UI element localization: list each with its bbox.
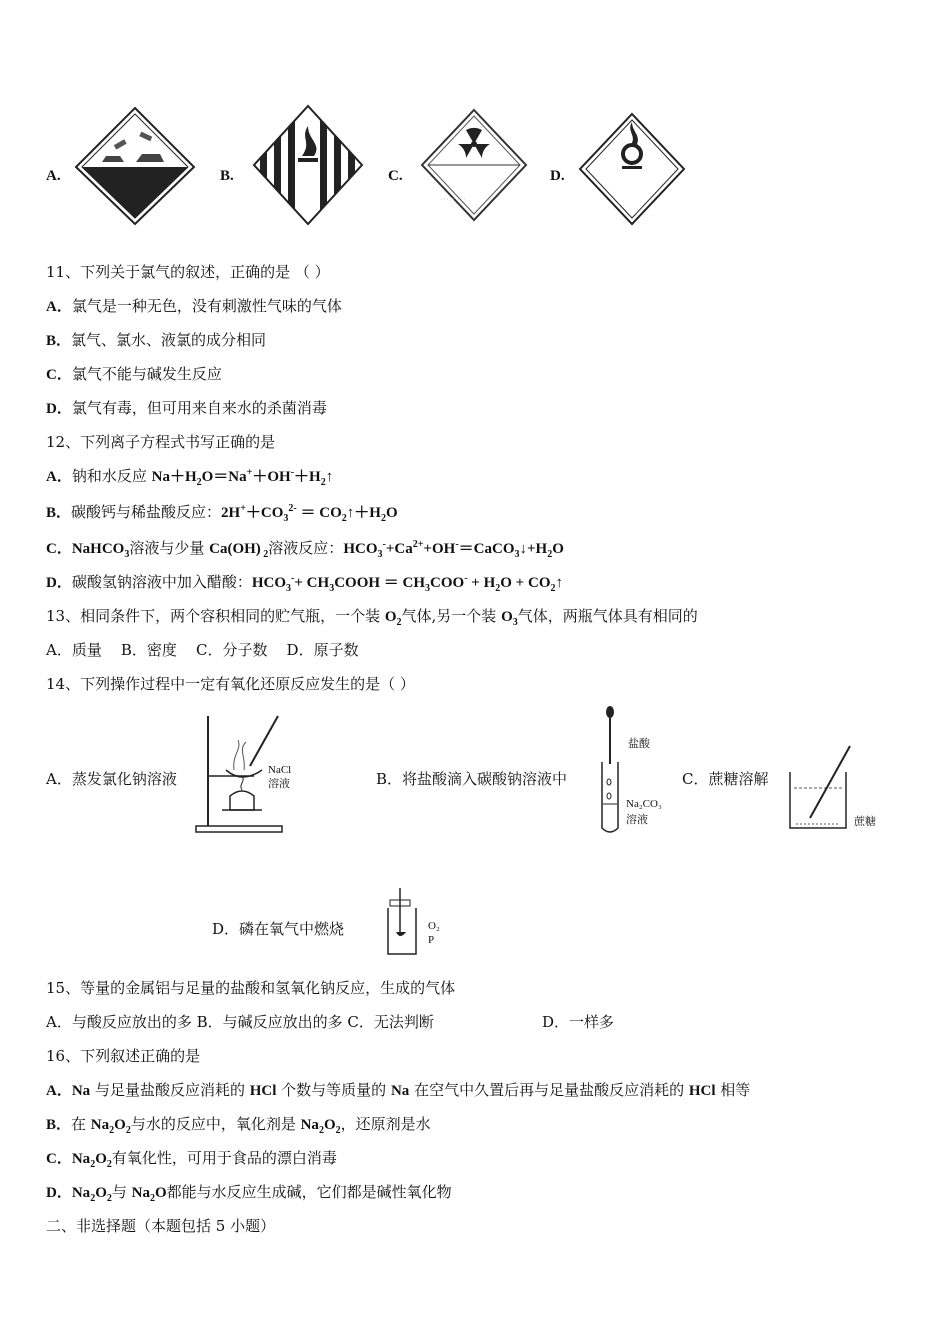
q16-option-b xyxy=(46,1114,431,1135)
q10-option-a-label: A. xyxy=(46,168,61,184)
q12-stem: 12、下列离子方程式书写正确的是 xyxy=(46,433,276,451)
q12-b-equation: $2H^++CO_3^{2-}$ ＝ $CO_2↑+H_2O$ xyxy=(221,503,398,524)
q12-c-equation: $HCO_3^-+Ca^{2+}+OH^-=CaCO_3↓+H_2O$ xyxy=(343,539,564,560)
q14-c-sugar-label: 蔗糖 xyxy=(854,816,876,828)
q11-c-label: C． xyxy=(46,367,72,383)
q11-stem: 11、下列关于氯气的叙述，正确的是 （ ） xyxy=(46,263,330,281)
q14-a-nacl-label: NaCl xyxy=(268,764,292,776)
q11-a-label: A． xyxy=(46,299,72,315)
q13-o2: $O_2$ xyxy=(384,609,402,628)
q14-stem: 14、下列操作过程中一定有氧化还原反应发生的是（ ） xyxy=(46,675,415,693)
q12-b-text: 碳酸钙与稀盐酸反应： xyxy=(71,503,222,521)
q14-d-p-label: P xyxy=(428,934,435,946)
q15-option-d: D．一样多 xyxy=(542,1013,615,1031)
q14-d-o2-label: O₂ xyxy=(428,920,440,932)
q16-c-na2o2: $Na_2O_2$ xyxy=(71,1151,112,1170)
q12-a-label: A． xyxy=(46,469,72,485)
q13-stem-mid: 气体,另一个装 xyxy=(401,607,502,625)
q11-b-text: 氯气、氯水、液氯的成分相同 xyxy=(71,331,267,349)
q12-c-text1: 溶液与少量 xyxy=(129,539,210,557)
q12-c-text2: 溶液反应： xyxy=(268,539,344,557)
gas-jar-phosphorus-icon xyxy=(382,886,426,958)
q16-option-c xyxy=(46,1148,337,1169)
q15-options: A．与酸反应放出的多 B．与碱反应放出的多 C．无法判断 xyxy=(46,1013,434,1031)
q12-option-b xyxy=(46,502,398,523)
q16-d-na2o2: $Na_2O_2$ xyxy=(71,1185,112,1204)
q16-d-na2o: $Na_2O$ xyxy=(131,1185,167,1204)
q14-b-hcl-label: 盐酸 xyxy=(628,738,650,750)
q12-d-text: 碳酸氢钠溶液中加入醋酸： xyxy=(71,573,252,591)
q14-option-b: B．将盐酸滴入碳酸钠溶液中 xyxy=(376,770,568,788)
q13-stem-post: 气体，两瓶气体具有相同的 xyxy=(517,607,698,625)
q13-stem-pre: 13、相同条件下，两个容积相同的贮气瓶，一个装 xyxy=(46,607,385,625)
q16-a-text4: 相等 xyxy=(715,1081,751,1099)
q16-c-label: C． xyxy=(46,1151,72,1167)
q16-b-text3: ，还原剂是水 xyxy=(340,1115,431,1133)
q14-option-d: D．磷在氧气中燃烧 xyxy=(212,920,345,938)
q16-stem: 16、下列叙述正确的是 xyxy=(46,1047,201,1065)
section2-heading: 二、非选择题（本题包括 5 小题） xyxy=(46,1217,276,1235)
q11-a-text: 氯气是一种无色，没有刺激性气味的气体 xyxy=(71,297,342,315)
q14-b-solution-label: 溶液 xyxy=(626,814,648,826)
q16-b-na2o2: $Na_2O_2$ xyxy=(90,1117,131,1136)
q11-d-text: 氯气有毒，但可用来自来水的杀菌消毒 xyxy=(71,399,327,417)
q12-option-d xyxy=(46,572,563,593)
q12-c-formula2: Ca(OH) $_2$ xyxy=(209,541,269,560)
q11-option-a xyxy=(46,296,342,317)
q16-a-hcl2: HCl xyxy=(688,1083,716,1099)
q12-option-a xyxy=(46,466,333,487)
oxidizer-sign-icon xyxy=(576,110,688,228)
q12-c-formula1: NaHCO$_3$ xyxy=(71,541,130,560)
q16-a-na2: Na xyxy=(390,1083,410,1099)
q16-a-text2: 个数与等质量的 xyxy=(276,1081,391,1099)
q16-a-hcl: HCl xyxy=(249,1083,277,1099)
q16-a-text1: 与足量盐酸反应消耗的 xyxy=(90,1081,250,1099)
q12-a-equation: $Na+H_2O=Na^++OH^-+H_2↑$ xyxy=(151,467,334,488)
q13-options: A．质量 B．密度 C．分子数 D．原子数 xyxy=(46,641,359,659)
svg-text:··· · · ·: ··· · · · xyxy=(440,195,466,205)
q16-a-na: Na xyxy=(71,1083,91,1099)
beaker-stirring-icon xyxy=(782,742,854,836)
q11-option-c xyxy=(46,364,222,385)
q16-d-label: D． xyxy=(46,1185,72,1201)
radioactive-sign-icon xyxy=(418,106,530,224)
q13-stem xyxy=(46,606,698,627)
q11-b-label: B． xyxy=(46,333,72,349)
q11-option-d xyxy=(46,398,327,419)
q10-option-c-label: C. xyxy=(388,168,403,184)
q14-a-solution-label: 溶液 xyxy=(268,778,290,790)
q16-a-text3: 在空气中久置后再与足量盐酸反应消耗的 xyxy=(409,1081,689,1099)
q16-b-text1: 在 xyxy=(71,1115,91,1133)
q16-d-text2: 都能与水反应生成碱，它们都是碱性氧化物 xyxy=(166,1183,452,1201)
q16-d-text1: 与 xyxy=(111,1183,132,1201)
q15-stem: 15、等量的金属铝与足量的盐酸和氢氧化钠反应，生成的气体 xyxy=(46,979,456,997)
q16-b-text2: 与水的反应中，氧化剂是 xyxy=(130,1115,301,1133)
q13-o3: $O_3$ xyxy=(501,609,518,628)
q12-c-label: C． xyxy=(46,541,72,557)
q12-option-c xyxy=(46,538,564,559)
q16-b-na2o2-2: $Na_2O_2$ xyxy=(300,1117,341,1136)
q16-c-text1: 有氧化性，可用于食品的漂白消毒 xyxy=(111,1149,337,1167)
q16-option-d xyxy=(46,1182,452,1203)
flammable-solid-sign-icon xyxy=(250,102,366,228)
q12-d-label: D． xyxy=(46,575,72,591)
q14-option-a: A．蒸发氯化钠溶液 xyxy=(46,770,177,788)
q11-d-label: D． xyxy=(46,401,72,417)
corrosive-sign-icon xyxy=(72,104,198,228)
q16-a-label: A． xyxy=(46,1083,72,1099)
q12-b-label: B． xyxy=(46,505,72,521)
q12-a-text: 钠和水反应 xyxy=(71,467,152,485)
q16-b-label: B． xyxy=(46,1117,72,1133)
q10-option-d-label: D. xyxy=(550,168,565,184)
q10-option-b-label: B. xyxy=(220,168,234,184)
q14-b-na2co3-label: Na₂CO₃ xyxy=(626,798,662,810)
q12-d-equation: $HCO_3^-+$ $CH_3COOH = CH_3COO^- + H_2O$ + $CO_2↑$ xyxy=(251,573,563,594)
q16-option-a xyxy=(46,1080,750,1101)
q14-option-c: C．蔗糖溶解 xyxy=(682,770,769,788)
q11-option-b xyxy=(46,330,266,351)
q11-c-text: 氯气不能与碱发生反应 xyxy=(71,365,222,383)
